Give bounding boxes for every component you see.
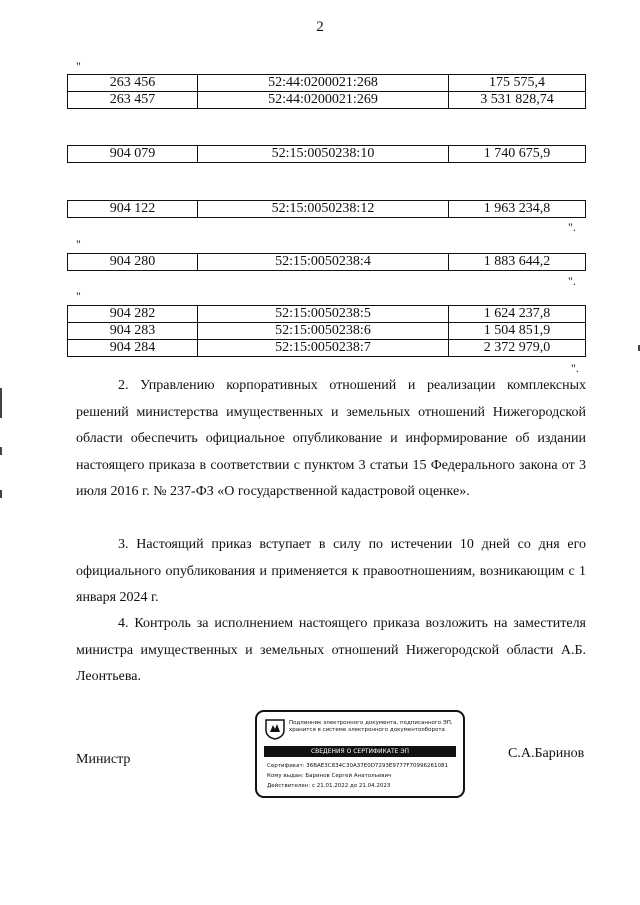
cadastral-table-4	[67, 253, 586, 271]
scan-margin-mark	[0, 447, 2, 455]
object-number-cell: 904 122	[68, 201, 198, 218]
table-row	[68, 92, 586, 109]
opening-quote-mark: "	[76, 289, 81, 303]
object-number-cell: 904 283	[68, 323, 198, 340]
table-row	[68, 201, 586, 218]
cadastral-number-cell: 52:15:0050238:5	[198, 306, 449, 323]
table-row	[68, 75, 586, 92]
table-row	[68, 254, 586, 271]
cadastral-number-cell: 52:15:0050238:12	[198, 201, 449, 218]
cadastral-table-1	[67, 74, 586, 109]
cadastral-table-2	[67, 145, 586, 163]
object-number-cell: 904 282	[68, 306, 198, 323]
cadastral-number-cell: 52:15:0050238:4	[198, 254, 449, 271]
signatory-position: Министр	[76, 752, 131, 767]
opening-quote-mark: "	[76, 59, 81, 73]
closing-quote-mark: ".	[568, 274, 576, 288]
object-number-cell: 904 280	[68, 254, 198, 271]
object-number-cell: 904 079	[68, 146, 198, 163]
cadastral-value-cell: 1 963 234,8	[449, 201, 586, 218]
cadastral-value-cell: 1 740 675,9	[449, 146, 586, 163]
electronic-signature-stamp	[255, 710, 465, 798]
cadastral-number-cell: 52:15:0050238:7	[198, 340, 449, 357]
table-row	[68, 323, 586, 340]
cadastral-number-cell: 52:44:0200021:269	[198, 92, 449, 109]
page-number: 2	[316, 19, 324, 35]
cadastral-value-cell: 1 883 644,2	[449, 254, 586, 271]
cadastral-value-cell: 175 575,4	[449, 75, 586, 92]
object-number-cell: 263 456	[68, 75, 198, 92]
paragraph-3: 3. Настоящий приказ вступает в силу по истечении 10 дней со дня его официального опубликования и применяется к правоотношениям, возникающим с 1 января 2024 г.	[76, 537, 586, 605]
stamp-validity: Действителен: с 21.01.2022 до 21.04.2023	[267, 783, 391, 789]
signatory-name: С.А.Баринов	[508, 746, 585, 761]
cadastral-number-cell: 52:15:0050238:10	[198, 146, 449, 163]
closing-quote-mark: ".	[568, 220, 576, 234]
coat-of-arms-icon	[264, 718, 286, 740]
table-row	[68, 340, 586, 357]
stamp-certificate: Сертификат: 36BAE3C834C30A37E0D7293E9777F70996261081	[267, 763, 449, 769]
object-number-cell: 263 457	[68, 92, 198, 109]
table-row	[68, 306, 586, 323]
stamp-title: СВЕДЕНИЯ О СЕРТИФИКАТЕ ЭП	[264, 746, 456, 757]
cadastral-value-cell: 1 624 237,8	[449, 306, 586, 323]
cadastral-table-5	[67, 305, 586, 357]
object-number-cell: 904 284	[68, 340, 198, 357]
opening-quote-mark: "	[76, 237, 81, 251]
cadastral-table-3	[67, 200, 586, 218]
stamp-header: Подлинник электронного документа, подписанного ЭП, хранится в системе электронного документооборота	[289, 720, 453, 733]
cadastral-value-cell: 1 504 851,9	[449, 323, 586, 340]
closing-quote-mark: ".	[571, 361, 579, 375]
scan-margin-mark	[0, 388, 2, 418]
table-row	[68, 146, 586, 163]
cadastral-number-cell: 52:44:0200021:268	[198, 75, 449, 92]
scan-margin-mark	[0, 490, 2, 498]
paragraph-4: 4. Контроль за исполнением настоящего приказа возложить на заместителя министра имущественных и земельных отношений Нижегородской области А.Б. Леонтьева.	[76, 616, 586, 684]
cadastral-value-cell: 2 372 979,0	[449, 340, 586, 357]
paragraph-2: 2. Управлению корпоративных отношений и реализации комплексных решений министерства имущественных и земельных отношений Нижегородской области обеспечить официальное опубликование и информирование об издании настоящего приказа в соответствии с пунктом 3 статьи 15 Федерального закона от 3 июля 2016 г. № 237-ФЗ «О государственной кадастровой оценке».	[76, 378, 586, 499]
cadastral-number-cell: 52:15:0050238:6	[198, 323, 449, 340]
stamp-issued-to: Кому выдан: Баринов Сергей Анатольевич	[267, 773, 392, 779]
cadastral-value-cell: 3 531 828,74	[449, 92, 586, 109]
